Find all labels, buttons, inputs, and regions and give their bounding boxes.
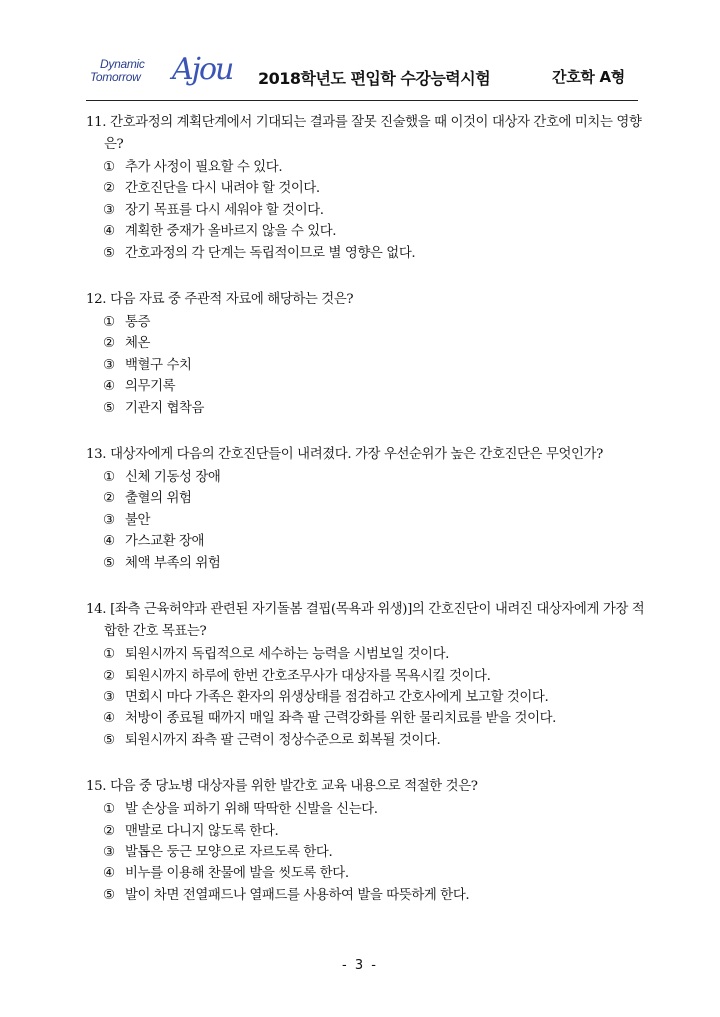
logo-line-dynamic: Dynamic bbox=[100, 57, 145, 71]
choice-5 bbox=[86, 398, 646, 419]
question-stem bbox=[86, 599, 646, 643]
question-number: 12. bbox=[86, 292, 107, 308]
question-text: 다음 자료 중 주관적 자료에 해당하는 것은? bbox=[110, 292, 354, 308]
question-13 bbox=[86, 444, 646, 574]
choice-mark: ⑤ bbox=[103, 555, 115, 571]
choice-4 bbox=[86, 863, 646, 884]
choice-1 bbox=[86, 467, 646, 488]
choice-mark: ③ bbox=[103, 689, 115, 705]
question-list bbox=[86, 112, 646, 931]
choice-text: 불안 bbox=[125, 512, 151, 528]
choice-mark: ① bbox=[103, 470, 115, 486]
choice-2 bbox=[86, 666, 646, 687]
choice-2 bbox=[86, 488, 646, 509]
choice-text: 백혈구 수치 bbox=[125, 357, 192, 373]
choice-5 bbox=[86, 553, 646, 574]
choice-text: 간호과정의 각 단계는 독립적이므로 별 영향은 없다. bbox=[125, 245, 416, 261]
choice-text: 출혈의 위험 bbox=[125, 491, 192, 507]
choice-mark: ⑤ bbox=[103, 400, 115, 416]
choice-text: 퇴원시까지 독립적으로 세수하는 능력을 시범보일 것이다. bbox=[125, 647, 449, 663]
choice-3 bbox=[86, 687, 646, 708]
question-stem bbox=[86, 444, 646, 466]
choice-mark: ① bbox=[103, 315, 115, 331]
choice-mark: ③ bbox=[103, 844, 115, 860]
page-number: - 3 - bbox=[342, 958, 378, 973]
choice-2 bbox=[86, 178, 646, 199]
choice-5 bbox=[86, 885, 646, 906]
choice-text: 신체 기동성 장애 bbox=[125, 470, 221, 486]
choice-mark: ③ bbox=[103, 512, 115, 528]
choice-text: 통증 bbox=[125, 315, 151, 331]
choice-text: 추가 사정이 필요할 수 있다. bbox=[125, 160, 283, 175]
header-divider bbox=[86, 100, 638, 101]
logo-line-tomorrow: Tomorrow bbox=[90, 70, 141, 84]
choice-text: 체온 bbox=[125, 336, 151, 352]
question-text: 다음 중 당뇨병 대상자를 위한 발간호 교육 내용으로 적절한 것은? bbox=[110, 779, 478, 795]
question-number: 13. bbox=[86, 447, 107, 463]
exam-type: 간호학 A형 bbox=[552, 68, 625, 86]
choice-mark: ④ bbox=[103, 711, 115, 727]
question-number: 15. bbox=[86, 779, 107, 795]
choice-mark: ⑤ bbox=[103, 245, 115, 261]
choice-text: 면회시 마다 가족은 환자의 위생상태를 점검하고 간호사에게 보고할 것이다. bbox=[125, 689, 549, 705]
choice-1 bbox=[86, 644, 646, 665]
choice-mark: ① bbox=[103, 160, 115, 175]
logo-ajou-wordmark: Ajou bbox=[172, 52, 233, 87]
question-text: 간호과정의 계획단계에서 기대되는 결과를 잘못 진술했을 때 이것이 대상자 간호에 미치는 영향은? bbox=[104, 115, 642, 152]
choice-text: 체액 부족의 위험 bbox=[125, 555, 221, 571]
choice-3 bbox=[86, 510, 646, 531]
choice-4 bbox=[86, 708, 646, 729]
choice-text: 가스교환 장애 bbox=[125, 534, 205, 550]
question-11 bbox=[86, 112, 646, 264]
choice-text: 처방이 종료될 때까지 매일 좌측 팔 근력강화를 위한 물리치료를 받을 것이다. bbox=[125, 711, 557, 727]
choice-1 bbox=[86, 157, 646, 178]
choice-text: 발 손상을 피하기 위해 딱딱한 신발을 신는다. bbox=[125, 802, 378, 818]
choice-3 bbox=[86, 355, 646, 376]
question-text: [좌측 근육허약과 관련된 자기돌봄 결핍(목욕과 위생)]의 간호진단이 내려진 대상자에게 가장 적합한 간호 목표는? bbox=[104, 602, 645, 640]
question-number: 11. bbox=[86, 115, 107, 130]
choice-mark: ① bbox=[103, 647, 115, 663]
question-12 bbox=[86, 289, 646, 419]
question-stem bbox=[86, 112, 646, 156]
choice-text: 퇴원시까지 좌측 팔 근력이 정상수준으로 회복될 것이다. bbox=[125, 732, 441, 748]
question-14 bbox=[86, 599, 646, 751]
choice-mark: ④ bbox=[103, 866, 115, 882]
choice-text: 퇴원시까지 하루에 한번 간호조무사가 대상자를 목욕시킬 것이다. bbox=[125, 668, 491, 684]
choice-5 bbox=[86, 243, 646, 264]
question-15 bbox=[86, 776, 646, 906]
choice-4 bbox=[86, 376, 646, 397]
choice-mark: ② bbox=[103, 336, 115, 352]
choice-mark: ② bbox=[103, 181, 115, 197]
choice-mark: ⑤ bbox=[103, 732, 115, 748]
choice-text: 기관지 협착음 bbox=[125, 400, 205, 416]
page-header bbox=[86, 52, 646, 98]
choice-mark: ② bbox=[103, 823, 115, 839]
choice-3 bbox=[86, 200, 646, 221]
exam-title: 2018학년도 편입학 수강능력시험 bbox=[258, 69, 491, 88]
choice-text: 맨발로 다니지 않도록 한다. bbox=[125, 823, 279, 839]
choice-5 bbox=[86, 730, 646, 751]
choice-3 bbox=[86, 842, 646, 863]
choice-4 bbox=[86, 531, 646, 552]
choice-mark: ④ bbox=[103, 534, 115, 550]
choice-mark: ④ bbox=[103, 224, 115, 240]
choice-text: 발이 차면 전열패드나 열패드를 사용하여 발을 따뜻하게 한다. bbox=[125, 887, 470, 903]
choice-1 bbox=[86, 799, 646, 820]
choice-mark: ③ bbox=[103, 202, 115, 218]
choice-2 bbox=[86, 333, 646, 354]
choice-mark: ② bbox=[103, 491, 115, 507]
choice-mark: ① bbox=[103, 802, 115, 818]
choice-text: 장기 목표를 다시 세워야 할 것이다. bbox=[125, 202, 324, 218]
choice-4 bbox=[86, 221, 646, 242]
choice-text: 발톱은 둥근 모양으로 자르도록 한다. bbox=[125, 844, 333, 860]
choice-text: 의무기록 bbox=[125, 379, 176, 395]
choice-1 bbox=[86, 312, 646, 333]
choice-text: 간호진단을 다시 내려야 할 것이다. bbox=[125, 181, 320, 197]
choice-text: 비누를 이용해 찬물에 발을 씻도록 한다. bbox=[125, 866, 349, 882]
choice-mark: ④ bbox=[103, 379, 115, 395]
ajou-logo bbox=[86, 52, 246, 98]
question-text: 대상자에게 다음의 간호진단들이 내려졌다. 가장 우선순위가 높은 간호진단은 무엇인가? bbox=[110, 447, 603, 463]
choice-text: 계획한 중재가 올바르지 않을 수 있다. bbox=[125, 224, 337, 240]
question-number: 14. bbox=[86, 602, 107, 618]
choice-2 bbox=[86, 821, 646, 842]
choice-mark: ③ bbox=[103, 357, 115, 373]
question-stem bbox=[86, 776, 646, 798]
question-stem bbox=[86, 289, 646, 311]
choice-mark: ⑤ bbox=[103, 887, 115, 903]
choice-mark: ② bbox=[103, 668, 115, 684]
